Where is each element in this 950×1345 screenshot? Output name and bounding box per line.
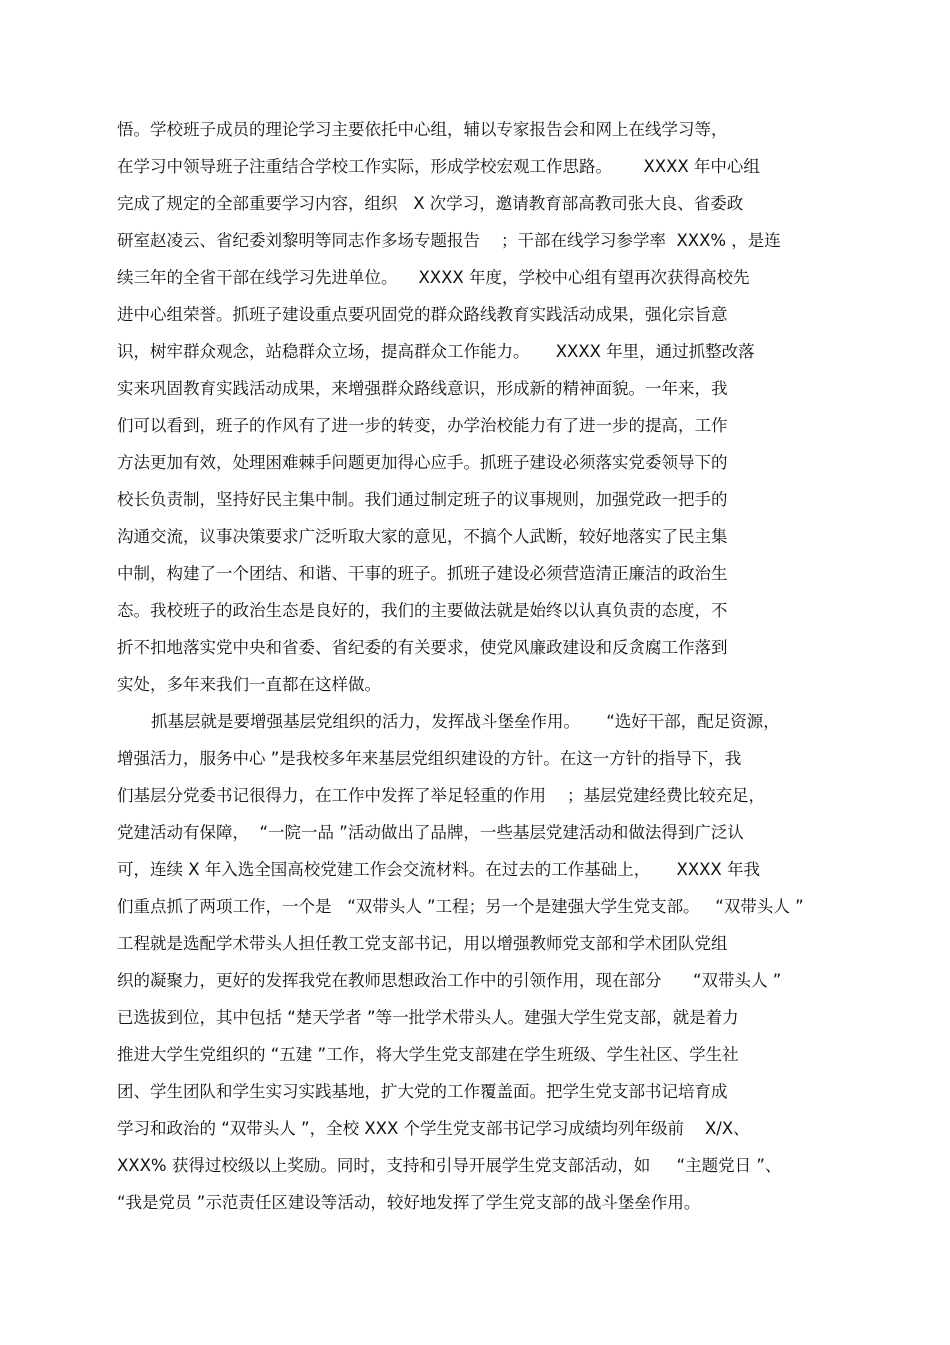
text-line: 续三年的全省干部在线学习先进单位。 XXXX 年度，学校中心组有望再次获得高校先 <box>117 268 750 287</box>
text-line: 态。我校班子的政治生态是良好的，我们的主要做法就是始终以认真负责的态度，不 <box>117 601 728 620</box>
text-line: 党建活动有保障， “一院一品 ”活动做出了品牌，一些基层党建活动和做法得到广泛认 <box>117 823 744 842</box>
text-line: 沟通交流，议事决策要求广泛听取大家的意见，不搞个人武断，较好地落实了民主集 <box>117 527 728 546</box>
text-line: 推进大学生党组织的 “五建 ”工作，将大学生党支部建在学生班级、学生社区、学生社 <box>117 1045 739 1064</box>
text-line: 中制，构建了一个团结、和谐、干事的班子。抓班子建设必须营造清正廉洁的政治生 <box>117 564 728 583</box>
text-line: 织的凝聚力，更好的发挥我党在教师思想政治工作中的引领作用，现在部分 “双带头人 ” <box>117 971 782 990</box>
text-line: 已选拔到位，其中包括 “楚天学者 ”等一批学术带头人。建强大学生党支部，就是着力 <box>117 1008 739 1027</box>
text-line: 方法更加有效，处理困难棘手问题更加得心应手。抓班子建设必须落实党委领导下的 <box>117 453 728 472</box>
text-line: 实处，多年来我们一直都在这样做。 <box>117 675 381 694</box>
text-line: 们基层分党委书记很得力，在工作中发挥了举足轻重的作用 ；基层党建经费比较充足， <box>117 786 765 805</box>
text-line: 工程就是选配学术带头人担任教工党支部书记，用以增强教师党支部和学术团队党组 <box>117 934 728 953</box>
paragraph-first-line: 抓基层就是要增强基层党组织的活力，发挥战斗堡垒作用。 “选好干部，配足资源， <box>151 712 780 731</box>
text-line: 校长负责制，坚持好民主集中制。我们通过制定班子的议事规则，加强党政一把手的 <box>117 490 728 509</box>
text-line: 们重点抓了两项工作，一个是 “双带头人 ”工程；另一个是建强大学生党支部。 “双带头人 ” <box>117 897 804 916</box>
text-line: 进中心组荣誉。抓班子建设重点要巩固党的群众路线教育实践活动成果，强化宗旨意 <box>117 305 728 324</box>
text-line: 识，树牢群众观念，站稳群众立场，提高群众工作能力。 XXXX 年里，通过抓整改落 <box>117 342 755 361</box>
text-line: 完成了规定的全部重要学习内容，组织 X 次学习，邀请教育部高教司张大良、省委政 <box>117 194 744 213</box>
text-line: 增强活力，服务中心 ”是我校多年来基层党组织建设的方针。在这一方针的指导下，我 <box>117 749 742 768</box>
text-line: 实来巩固教育实践活动成果，来增强群众路线意识，形成新的精神面貌。一年来，我 <box>117 379 728 398</box>
text-line: 学习和政治的 “双带头人 ”，全校 XXX 个学生党支部书记学习成绩均列年级前 X/X、 <box>117 1119 750 1138</box>
text-line: 研室赵凌云、省纪委刘黎明等同志作多场专题报告 ；干部在线学习参学率 XXX% ，是连 <box>117 231 781 250</box>
text-line: 团、学生团队和学生实习实践基地，扩大党的工作覆盖面。把学生党支部书记培育成 <box>117 1082 728 1101</box>
text-line: 们可以看到，班子的作风有了进一步的转变，办学治校能力有了进一步的提高，工作 <box>117 416 728 435</box>
text-line: 折不扣地落实党中央和省委、省纪委的有关要求，使党风廉政建设和反贪腐工作落到 <box>117 638 728 657</box>
text-line: “我是党员 ”示范责任区建设等活动，较好地发挥了学生党支部的战斗堡垒作用。 <box>117 1193 701 1212</box>
text-line: 在学习中领导班子注重结合学校工作实际，形成学校宏观工作思路。 XXXX 年中心组 <box>117 157 760 176</box>
text-line: 悟。学校班子成员的理论学习主要依托中心组，辅以专家报告会和网上在线学习等， <box>117 120 728 139</box>
text-line: 可，连续 X 年入选全国高校党建工作会交流材料。在过去的工作基础上， XXXX 年我 <box>117 860 760 879</box>
text-line: XXX% 获得过校级以上奖励。同时，支持和引导开展学生党支部活动，如 “主题党日 ”、 <box>117 1156 782 1175</box>
